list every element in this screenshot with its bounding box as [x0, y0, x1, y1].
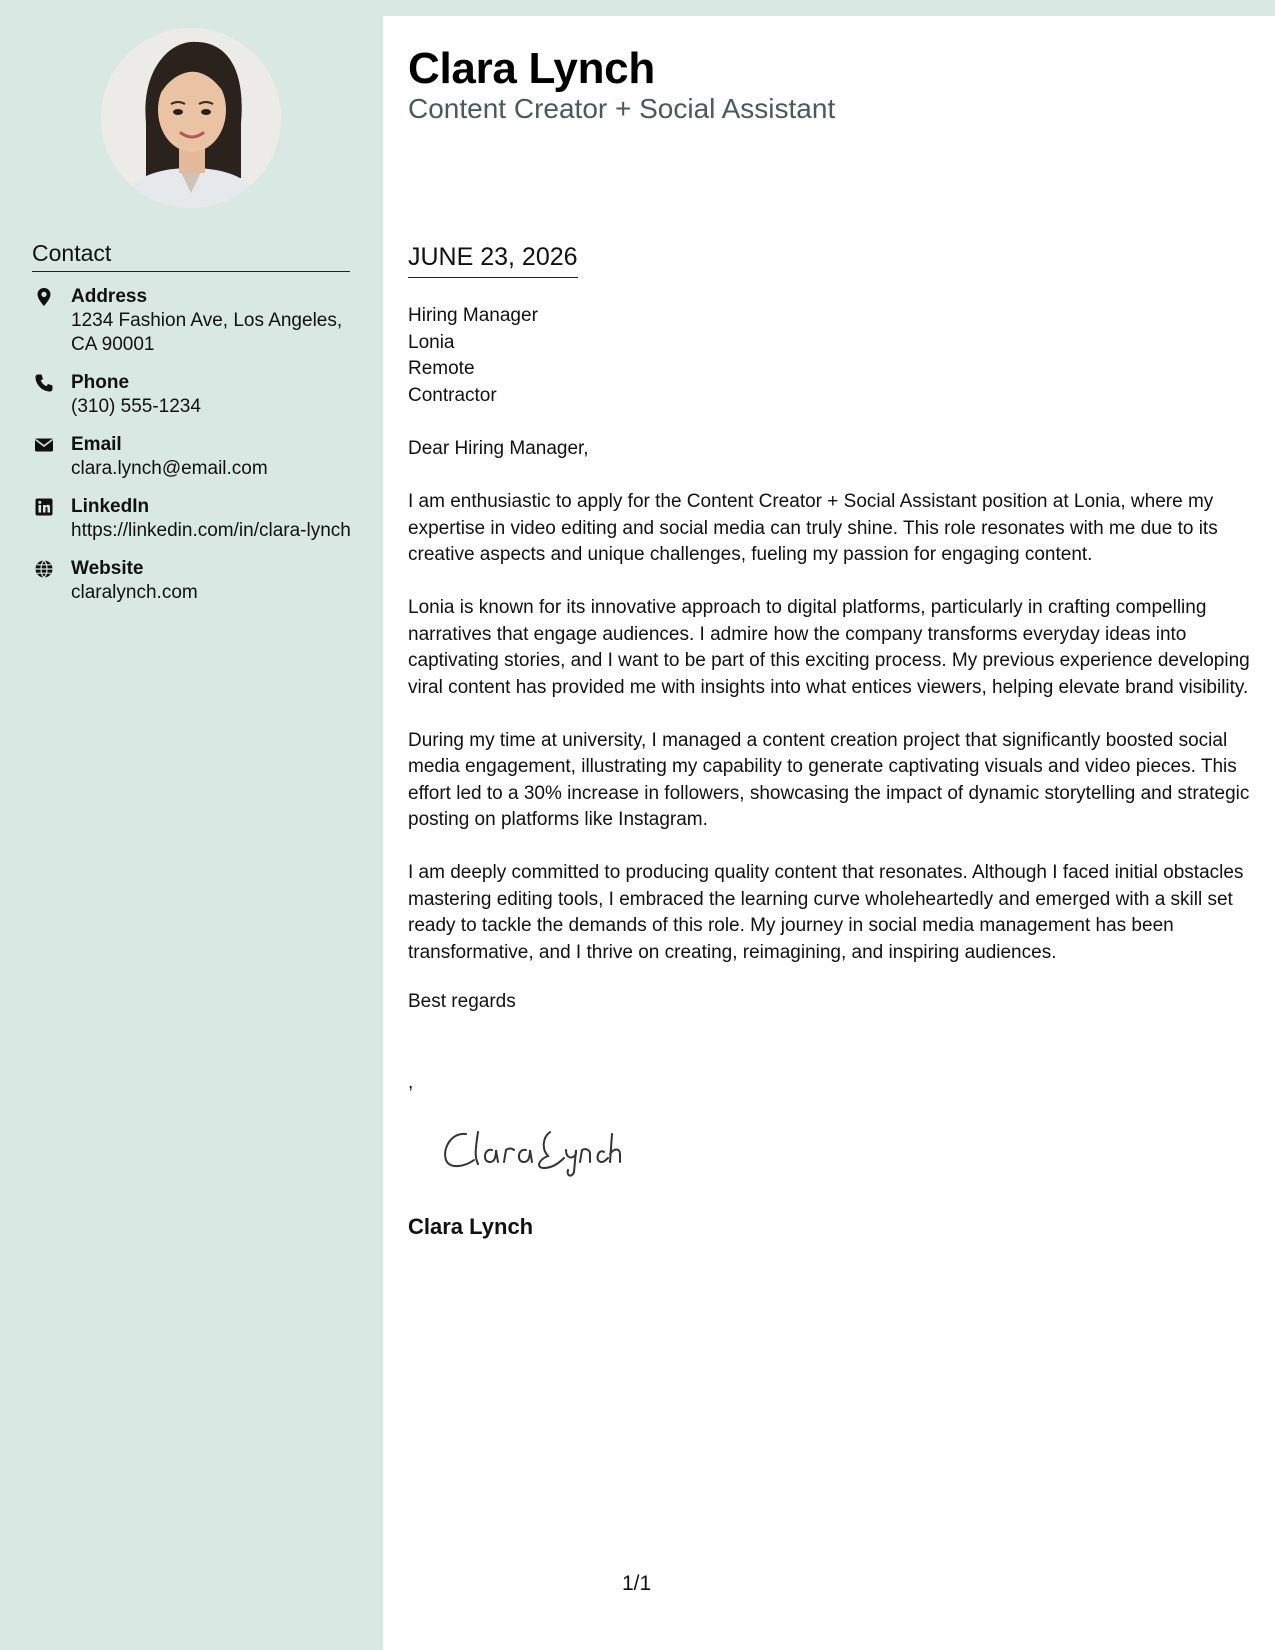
recipient-line: Remote [408, 358, 475, 379]
recipient-line: Hiring Manager [408, 305, 538, 326]
candidate-name: Clara Lynch [408, 44, 655, 93]
contact-item-address [32, 285, 352, 357]
phone-icon [34, 373, 54, 393]
contact-item-phone [32, 371, 352, 419]
contact-item-email [32, 433, 352, 481]
closing-comma: , [408, 1072, 414, 1093]
recipient-line: Lonia [408, 331, 455, 353]
letter-body [408, 436, 1253, 993]
recipient-block [408, 303, 538, 409]
contact-label: Phone [71, 372, 130, 393]
avatar [101, 28, 281, 208]
contact-value: (310) 555-1234 [71, 396, 201, 417]
paragraph: I am enthusiastic to apply for the Content Creator + Social Assistant position at Lonia, where my expertise in video editing and social media can truly shine. This role resonates with me due to its creative aspects and unique challenges, fueling my passion for engaging content. [408, 491, 1218, 565]
contact-item-linkedin [32, 495, 352, 543]
handwritten-signature [438, 1120, 638, 1180]
contact-list [32, 285, 352, 619]
contact-label: LinkedIn [71, 496, 150, 517]
avatar-portrait [101, 28, 281, 208]
recipient-line: Contractor [408, 384, 497, 406]
contact-heading: Contact [32, 240, 350, 272]
contact-value: https://linkedin.com/in/clara-lynch [71, 520, 351, 541]
contact-item-website [32, 557, 352, 605]
contact-value: clara.lynch@email.com [71, 458, 268, 479]
contact-value: claralynch.com [71, 582, 198, 603]
salutation: Dear Hiring Manager, [408, 438, 589, 459]
map-pin-icon [34, 287, 54, 307]
paragraph: I am deeply committed to producing quality content that resonates. Although I faced initial obstacles mastering editing tools, I embraced the learning curve wholeheartedly and emerged with a skill set ready to tackle the demands of this role. My journey in social media management has been transformative, and I thrive on creating, reimagining, and inspiring audiences. [408, 862, 1244, 963]
contact-label: Address [71, 286, 148, 307]
globe-icon [34, 559, 54, 579]
paragraph: Lonia is known for its innovative approach to digital platforms, particularly in crafting compelling narratives that engage audiences. I admire how the company transforms everyday ideas into captivating stories, and I want to be part of this exciting process. My previous experience developing viral content has provided me with insights into what entices viewers, helping elevate brand visibility. [408, 597, 1250, 698]
contact-label: Website [71, 558, 144, 579]
contact-value: 1234 Fashion Ave, Los Angeles, CA 90001 [71, 310, 343, 355]
letter-date: JUNE 23, 2026 [408, 243, 578, 278]
page-number: 1/1 [622, 1572, 652, 1595]
linkedin-icon [34, 497, 54, 517]
paragraph: During my time at university, I managed a content creation project that significantly boosted social media engagement, illustrating my capability to generate captivating visuals and video pieces. This effort led to a 30% increase in followers, showcasing the impact of dynamic storytelling and strategic posting on platforms like Instagram. [408, 729, 1250, 830]
candidate-title: Content Creator + Social Assistant [408, 93, 836, 124]
contact-label: Email [71, 434, 122, 455]
closing: Best regards [408, 991, 516, 1012]
top-strip [0, 0, 1275, 16]
envelope-icon [34, 435, 54, 455]
signer-name: Clara Lynch [408, 1214, 534, 1239]
